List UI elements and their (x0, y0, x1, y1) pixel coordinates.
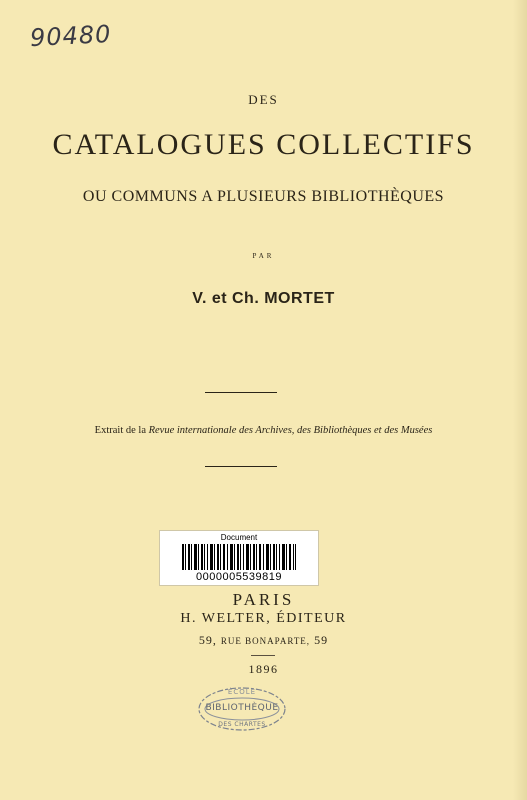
authors: V. et Ch. MORTET (192, 290, 335, 307)
stamp-bottom-text: DES CHARTES (218, 721, 266, 728)
imprint-year: 1896 (248, 662, 279, 676)
imprint-city: PARIS (232, 590, 295, 609)
journal-title: Revue internationale des Archives, des Bibliothèques et des Musées (148, 425, 433, 436)
imprint-rule (251, 655, 275, 656)
stamp-middle-text: BIBLIOTHÈQUE (205, 703, 279, 713)
extract-prefix: Extrait de la (94, 425, 146, 436)
extract-note (0, 425, 527, 436)
main-title: CATALOGUES COLLECTIFS (52, 128, 475, 161)
address-number-1: 59, (198, 633, 217, 647)
imprint-publisher: H. WELTER, ÉDITEUR (180, 611, 347, 626)
divider-rule-bottom (205, 466, 277, 467)
barcode-number: 0000005539819 (195, 571, 283, 583)
barcode-icon (182, 544, 296, 570)
stamp-top-text: ÉCOLE (227, 688, 257, 696)
barcode-label (159, 530, 319, 586)
subtitle: OU COMMUNS A PLUSIEURS BIBLIOTHÈQUES (82, 188, 445, 205)
address-number-2: 59 (314, 633, 329, 647)
handwritten-shelfmark: 90480 (29, 19, 113, 53)
divider-rule-top (205, 392, 277, 393)
by-label: PAR (252, 252, 275, 260)
address-street: RUE BONAPARTE, (220, 636, 311, 646)
title-article: DES (248, 92, 279, 107)
imprint-address (0, 633, 527, 648)
page-edge-shadow (513, 0, 527, 800)
barcode-caption: Document (220, 533, 258, 542)
